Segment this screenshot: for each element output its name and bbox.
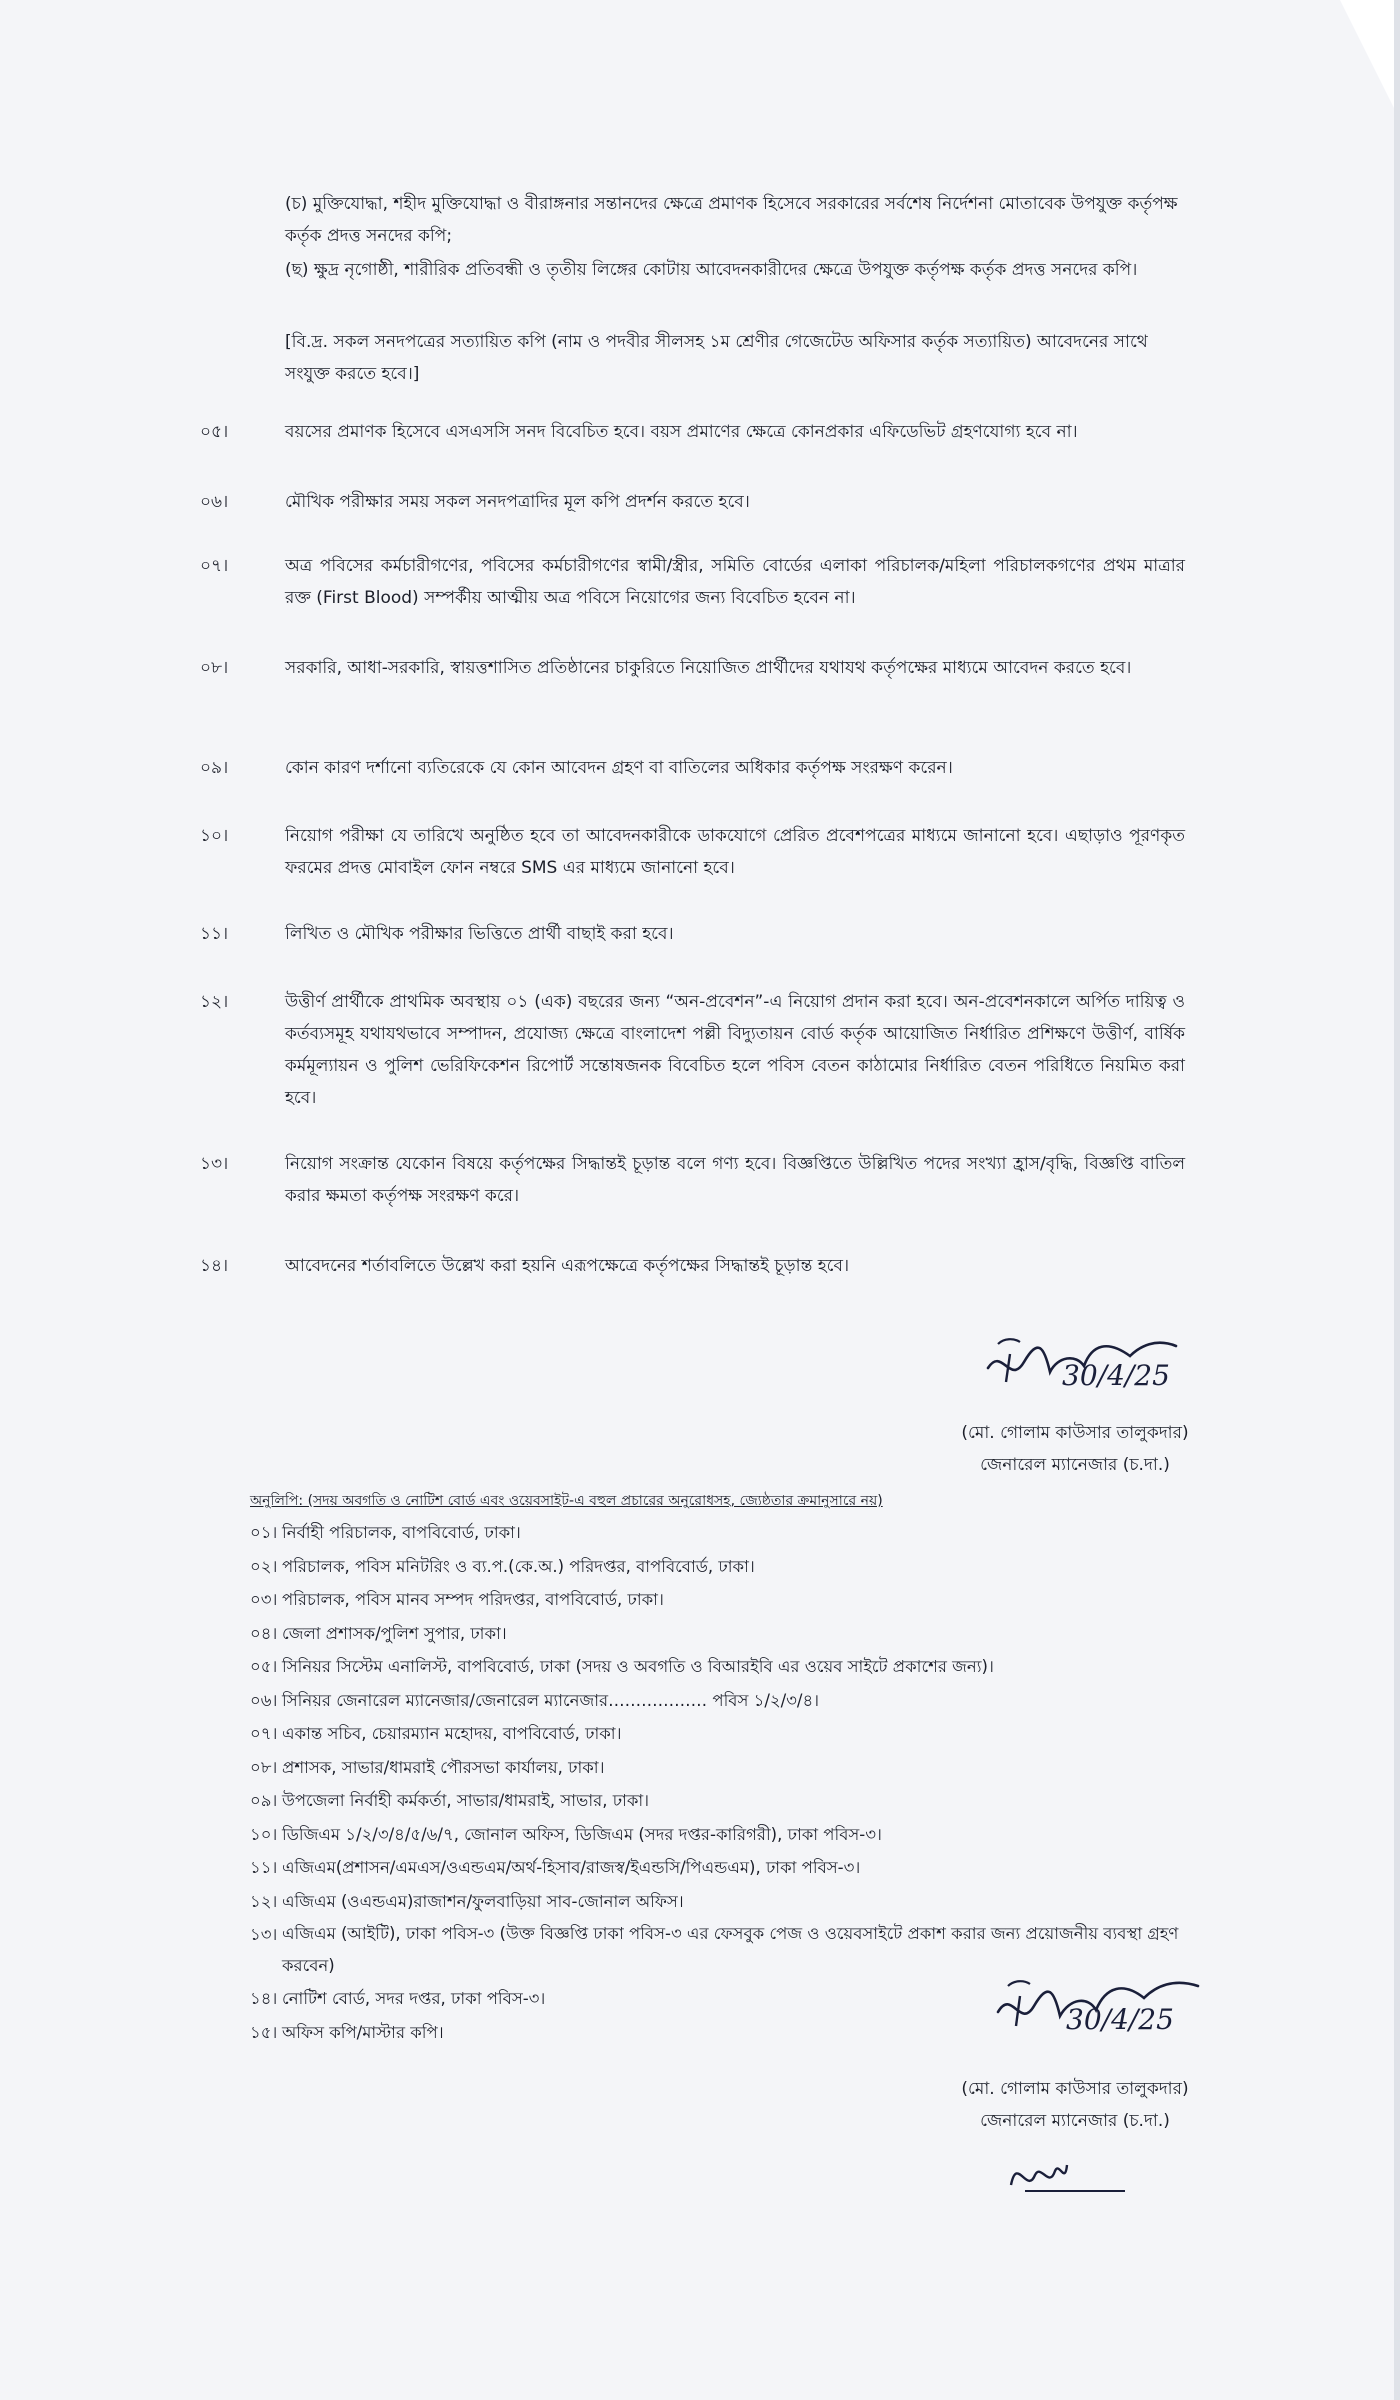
signatory-1-name: (মো. গোলাম কাউসার তালুকদার) xyxy=(961,1423,1189,1443)
cc-number: ০৮। xyxy=(250,1757,278,1777)
condition-text: নিয়োগ পরীক্ষা যে তারিখে অনুষ্ঠিত হবে তা আবেদনকারীকে ডাকযোগে প্রেরিত প্রবেশপত্রের মাধ্যমে জানানো হবে। এছাড়াও পূরণকৃত ফরমের প্রদত্ত মোবাইল ফোন নম্বরে SMS এর মাধ্যমে জানানো হবে। xyxy=(285,826,1185,878)
cc-list-item xyxy=(250,1717,1190,1751)
cc-number: ০১। xyxy=(250,1523,278,1542)
condition-number: ১৪। xyxy=(200,1256,229,1276)
cc-list-item xyxy=(250,1818,1190,1852)
condition-number: ০৫। xyxy=(200,422,229,442)
condition-number: ০৮। xyxy=(200,658,229,678)
signature-2-date: 30/4/25 xyxy=(1066,2003,1174,2036)
condition-number: ১২। xyxy=(200,992,229,1012)
condition-text: সরকারি, আধা-সরকারি, স্বায়ত্তশাসিত প্রতিষ্ঠানের চাকুরিতে নিয়োজিত প্রার্থীদের যথাযথ কর্তৃপক্ষের মাধ্যমে আবেদন করতে হবে। xyxy=(285,658,1132,678)
signatory-2-title: জেনারেল ম্যানেজার (চ.দা.) xyxy=(980,2111,1170,2131)
cc-number: ১৪। xyxy=(250,1989,278,2008)
cc-number: ১০। xyxy=(250,1824,278,1844)
condition-text: মৌখিক পরীক্ষার সময় সকল সনদপত্রাদির মূল কপি প্রদর্শন করতে হবে। xyxy=(285,492,750,512)
condition-number: ১০। xyxy=(200,826,229,846)
cc-list-item xyxy=(250,1650,1190,1684)
cc-number: ০৬। xyxy=(250,1690,278,1710)
cc-text: জেলা প্রশাসক/পুলিশ সুপার, ঢাকা। xyxy=(282,1623,507,1643)
initials-mark xyxy=(1005,2145,1135,2205)
condition-text: লিখিত ও মৌখিক পরীক্ষার ভিত্তিতে প্রার্থী বাছাই করা হবে। xyxy=(285,924,674,944)
cc-number: ১২। xyxy=(250,1891,278,1911)
cc-heading: অনুলিপি: (সদয় অবগতি ও নোটিশ বোর্ড এবং ওয়েবসাইট-এ বহুল প্রচারের অনুরোধসহ, জ্যেষ্ঠতার ক্রমানুসারে নয়) xyxy=(250,1493,883,1509)
cc-list-item xyxy=(250,1684,1190,1718)
cc-list-item xyxy=(250,1550,1190,1584)
cc-text: একান্ত সচিব, চেয়ারম্যান মহোদয়, বাপবিবোর্ড, ঢাকা। xyxy=(282,1724,622,1743)
cc-text: সিনিয়র জেনারেল ম্যানেজার/জেনারেল ম্যানেজার……………… পবিস ১/২/৩/৪। xyxy=(282,1690,820,1710)
cc-list-item xyxy=(250,1516,1190,1550)
cc-text: উপজেলা নির্বাহী কর্মকর্তা, সাভার/ধামরাই, সাভার, ঢাকা। xyxy=(282,1791,650,1810)
condition-number: ০৬। xyxy=(200,492,229,512)
cc-text: এজিএম(প্রশাসন/এমএস/ওএন্ডএম/অর্থ-হিসাব/রাজস্ব/ইএন্ডসি/পিএন্ডএম), ঢাকা পবিস-৩। xyxy=(282,1858,861,1877)
condition-number: ০৭। xyxy=(200,556,229,576)
condition-text: উত্তীর্ণ প্রার্থীকে প্রাথমিক অবস্থায় ০১ (এক) বছরের জন্য “অন-প্রবেশন”-এ নিয়োগ প্রদান করা হবে। অন-প্রবেশনকালে অর্পিত দায়িত্ব ও কর্তব্যসমূহ যথাযথভাবে সম্পাদন, প্রযোজ্য ক্ষেত্রে বাংলাদেশ পল্লী বিদ্যুতায়ন বোর্ড কর্তৃক আয়োজিত নির্ধারিত প্রশিক্ষণে উত্তীর্ণ, বার্ষিক কর্মমূল্যায়ন ও পুলিশ ভেরিফিকেশন রিপোর্ট সন্তোষজনক বিবেচিত হলে পবিস বেতন কাঠামোর নির্ধারিত বেতন পরিধিতে নিয়মিত করা হবে। xyxy=(285,992,1185,1108)
cc-text: পরিচালক, পবিস মানব সম্পদ পরিদপ্তর, বাপবিবোর্ড, ঢাকা। xyxy=(282,1590,664,1609)
cc-text: পরিচালক, পবিস মনিটরিং ও ব্য.প.(কে.অ.) পরিদপ্তর, বাপবিবোর্ড, ঢাকা। xyxy=(282,1556,755,1576)
condition-number: ০৯। xyxy=(200,758,229,778)
cc-text: সিনিয়র সিস্টেম এনালিস্ট, বাপবিবোর্ড, ঢাকা (সদয় ও অবগতি ও বিআরইবি এর ওয়েব সাইটে প্রকাশের জন্য)। xyxy=(282,1657,994,1676)
condition-text: বয়সের প্রমাণক হিসেবে এসএসসি সনদ বিবেচিত হবে। বয়স প্রমাণের ক্ষেত্রে কোনপ্রকার এফিডেভিট গ্রহণযোগ্য হবে না। xyxy=(285,422,1078,442)
initials-graphic xyxy=(1005,2145,1135,2205)
condition-number: ১৩। xyxy=(200,1154,229,1174)
cc-text: প্রশাসক, সাভার/ধামরাই পৌরসভা কার্যালয়, ঢাকা। xyxy=(282,1757,605,1777)
attestation-note: [বি.দ্র. সকল সনদপত্রের সত্যায়িত কপি (নাম ও পদবীর সীলসহ ১ম শ্রেণীর গেজেটেড অফিসার কর্তৃক সত্যায়িত) আবেদনের সাথে সংযুক্ত করতে হবে।] xyxy=(285,332,1148,384)
cc-number: ১১। xyxy=(250,1858,278,1877)
cc-number: ১৫। xyxy=(250,2022,278,2042)
intro-item-chha: (ছ) ক্ষুদ্র নৃগোষ্ঠী, শারীরিক প্রতিবন্ধী ও তৃতীয় লিঙ্গের কোটায় আবেদনকারীদের ক্ষেত্রে উপযুক্ত কর্তৃপক্ষ কর্তৃক প্রদত্ত সনদের কপি। xyxy=(285,260,1138,280)
cc-number: ০২। xyxy=(250,1556,278,1576)
signature-1-date: 30/4/25 xyxy=(1062,1359,1170,1392)
cc-number: ০৩। xyxy=(250,1590,278,1609)
cc-list-item xyxy=(250,1751,1190,1785)
page-edge-shadow xyxy=(1394,0,1400,2400)
cc-text: অফিস কপি/মাস্টার কপি। xyxy=(282,2022,444,2042)
cc-text: এজিএম (আইটি), ঢাকা পবিস-৩ (উক্ত বিজ্ঞপ্তি ঢাকা পবিস-৩ এর ফেসবুক পেজ ও ওয়েবসাইটে প্রকাশ করার জন্য প্রয়োজনীয় ব্যবস্থা গ্রহণ করবেন) xyxy=(282,1924,1179,1975)
intro-item-cha: (চ) মুক্তিযোদ্ধা, শহীদ মুক্তিযোদ্ধা ও বীরাঙ্গনার সন্তানদের ক্ষেত্রে প্রমাণক হিসেবে সরকারের সর্বশেষ নির্দেশনা মোতাবেক উপযুক্ত কর্তৃপক্ষ কর্তৃক প্রদত্ত সনদের কপি; xyxy=(285,194,1178,246)
cc-text: নোটিশ বোর্ড, সদর দপ্তর, ঢাকা পবিস-৩। xyxy=(282,1989,546,2008)
condition-number: ১১। xyxy=(200,924,229,944)
cc-text: নির্বাহী পরিচালক, বাপবিবোর্ড, ঢাকা। xyxy=(282,1523,521,1542)
signatory-1-title: জেনারেল ম্যানেজার (চ.দা.) xyxy=(980,1455,1170,1475)
cc-list-item xyxy=(250,1784,1190,1818)
cc-number: ০৯। xyxy=(250,1791,278,1810)
cc-number: ০৭। xyxy=(250,1724,278,1743)
cc-number: ০৫। xyxy=(250,1657,278,1676)
condition-text: কোন কারণ দর্শানো ব্যতিরেকে যে কোন আবেদন গ্রহণ বা বাতিলের অধিকার কর্তৃপক্ষ সংরক্ষণ করেন। xyxy=(285,758,953,778)
cc-text: এজিএম (ওএন্ডএম)রাজাশন/ফুলবাড়িয়া সাব-জোনাল অফিস। xyxy=(282,1891,684,1911)
cc-number: ১৩। xyxy=(250,1925,278,1944)
condition-text: নিয়োগ সংক্রান্ত যেকোন বিষয়ে কর্তৃপক্ষের সিদ্ধান্তই চূড়ান্ত বলে গণ্য হবে। বিজ্ঞপ্তিতে উল্লিখিত পদের সংখ্যা হ্রাস/বৃদ্ধি, বিজ্ঞপ্তি বাতিল করার ক্ষমতা কর্তৃপক্ষ সংরক্ষণ করে। xyxy=(285,1154,1185,1206)
cc-list-item xyxy=(250,1583,1190,1617)
cc-list-item xyxy=(250,1885,1190,1919)
cc-list-item xyxy=(250,1851,1190,1885)
condition-text: অত্র পবিসের কর্মচারীগণের, পবিসের কর্মচারীগণের স্বামী/স্ত্রীর, সমিতি বোর্ডের এলাকা পরিচালক/মহিলা পরিচালকগণের প্রথম মাত্রার রক্ত (First Blood) সম্পর্কীয় আত্মীয় অত্র পবিসে নিয়োগের জন্য বিবেচিত হবেন না। xyxy=(285,556,1185,608)
condition-text: আবেদনের শর্তাবলিতে উল্লেখ করা হয়নি এরূপক্ষেত্রে কর্তৃপক্ষের সিদ্ধান্তই চূড়ান্ত হবে। xyxy=(285,1256,850,1276)
cc-list-item xyxy=(250,1617,1190,1651)
cc-text: ডিজিএম ১/২/৩/৪/৫/৬/৭, জোনাল অফিস, ডিজিএম (সদর দপ্তর-কারিগরী), ঢাকা পবিস-৩। xyxy=(282,1824,882,1844)
signatory-2-name: (মো. গোলাম কাউসার তালুকদার) xyxy=(961,2079,1189,2099)
page-fold-corner xyxy=(1340,0,1400,120)
cc-number: ০৪। xyxy=(250,1623,278,1643)
